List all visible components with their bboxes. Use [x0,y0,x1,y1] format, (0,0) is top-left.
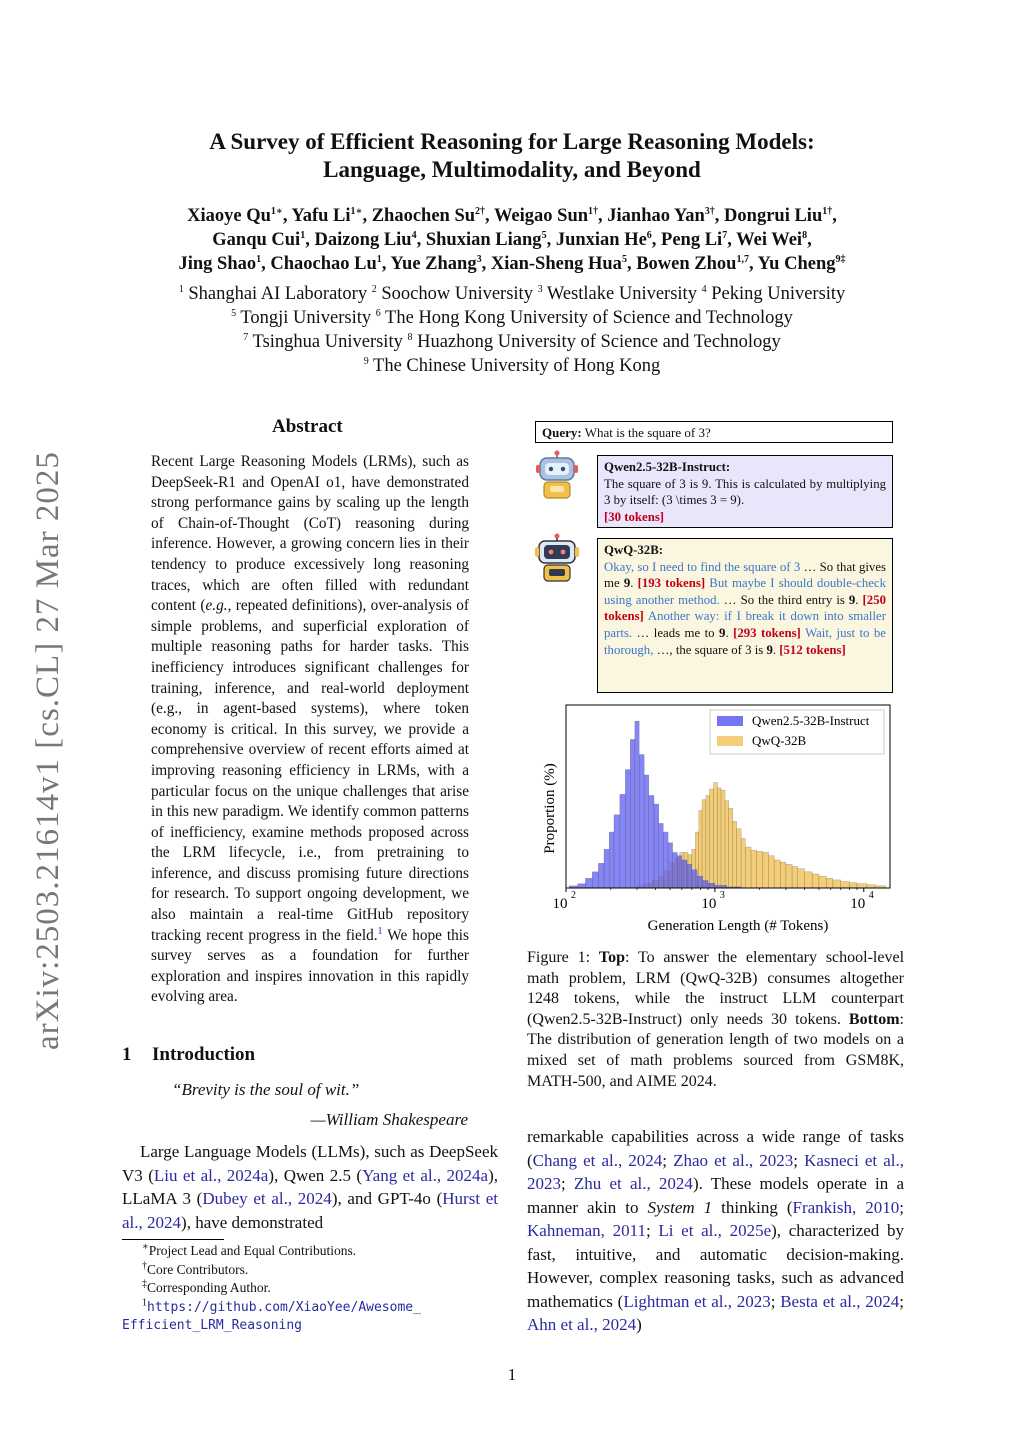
affiliation-line [100,282,924,306]
histogram-bar [756,851,762,888]
reasoning-punct: . [855,592,863,607]
y-axis-label: Proportion (%) [542,763,558,854]
text-run: ), Qwen 2.5 ( [268,1165,363,1185]
histogram-bar [668,843,673,888]
footnote-text: Corresponding Author. [147,1280,271,1295]
histogram-bar [620,794,625,888]
author-name: Junxian He [555,230,647,250]
reasoning-phrase: Another way: if I break it down into smaller parts. [604,609,886,640]
histogram-bar [609,832,614,888]
author-name: Shuxian Liang [425,230,542,250]
text-run: ; [899,1197,904,1217]
histogram-bar [659,823,663,888]
histogram-bar [663,832,668,888]
citation-link[interactable]: Kahneman, 2011 [527,1221,646,1240]
figure-caption [527,948,904,1092]
qwq-token-count: [193 tokens] [637,576,706,591]
author-name: Weigao Sun [493,206,589,226]
author-name: Jianhao Yan [607,206,705,226]
x-tick-exponent: 4 [868,890,874,901]
text-run: ; [899,1291,904,1311]
histogram-bar [725,801,729,888]
author-affiliation-mark: 7 [722,229,728,241]
citation-link[interactable]: Kasneci et al., 2023 [527,1150,904,1193]
legend-label: Qwen2.5-32B-Instruct [752,713,870,728]
author-affiliation-mark: 1 [376,253,382,265]
citation-link[interactable]: Dubey et al., 2024 [202,1189,332,1208]
histogram-bar [635,721,639,888]
abstract-heading: Abstract [272,416,343,437]
text-run: Large Language Models (LLMs), such as DeepSeek V3 ( [122,1142,498,1185]
affiliation-name: Tongji University [236,308,376,328]
histogram-bar [751,850,756,888]
citation-link[interactable]: Besta et al., 2024 [780,1291,900,1311]
histogram-bar [677,856,681,888]
histogram-bar [697,876,703,888]
histogram-bar [792,866,798,888]
histogram-bar [774,860,780,888]
footnote-text: Project Lead and Equal Contributions. [148,1243,357,1258]
text-run: ) [636,1315,642,1334]
query-box [535,421,893,443]
footnote [122,1242,502,1261]
histogram-bar [592,872,598,888]
affiliation-number: 1 [178,283,184,295]
histogram-bar [630,739,635,888]
footnote-mark: ‡ [142,1278,147,1290]
author-name: Xiaoye Qu [187,206,271,226]
histogram-bar [578,884,586,888]
text-run: ; [793,1150,805,1170]
affiliation-name: Soochow University [376,284,538,304]
author-name: Yafu Li [291,206,351,226]
abstract-text: Recent Large Reasoning Models (LRMs), such as DeepSeek-R1 and OpenAI o1, have demonstrated strong performance gains by scaling up the length of Chain-of-Thought (CoT) reasoning during inference. However, a growing concern lies in their tendency to produce excessively long reasoning traces, which are often filled with redundant content ( [151,453,469,615]
histogram-bar [585,878,592,888]
affiliation-name: Tsinghua University [248,332,408,352]
citation-link[interactable]: Frankish, 2010 [792,1197,900,1217]
text-run: ; [770,1291,781,1311]
author-affiliation-mark: 1 [256,253,262,265]
affiliation-name: Peking University [706,284,846,304]
author-name: Wei Wei [736,230,803,250]
author-name: Bowen Zhou [636,254,737,274]
histogram-bar [649,795,654,888]
histogram-bar [733,821,737,888]
histogram-bar [604,849,609,888]
reasoning-punct: . [772,642,780,657]
x-tick-exponent: 2 [571,890,576,901]
author-affiliation-mark: 1,7 [736,253,749,265]
text-run: ), characterized by fast, intuitive, and automatic decision-making. However, complex reasoning tasks, such as advanced mathematics ( [527,1221,904,1311]
author-name: Yu Cheng [757,254,836,274]
text-run: thinking ( [712,1197,793,1217]
x-tick-label: 10 [850,896,866,912]
footnote-url-line-1[interactable]: https://github.com/XiaoYee/Awesome_ [147,1299,421,1315]
affiliation-number: 9 [363,355,369,367]
author-name: Yue Zhang [390,254,477,274]
legend-swatch [717,736,743,746]
affiliation-number: 4 [701,283,707,295]
x-tick-label: 10 [552,896,568,912]
author-affiliation-mark: 6 [646,229,652,241]
author-affiliation-mark: 3 [476,253,482,265]
histogram-bar [833,880,841,888]
query-label: Query: [542,425,582,440]
histogram-bar [729,808,733,888]
author-name: Chaochao Lu [270,254,377,274]
qwq-segments [604,559,886,659]
affiliation-number: 3 [537,283,543,295]
histogram-bar [708,883,715,888]
model-name-qwen: Qwen2.5-32B-Instruct: [604,460,731,474]
reasoning-phrase: But maybe I should double-check using another method. [604,576,886,607]
affiliation-line [100,306,924,330]
footnote-mark: 1 [142,1297,147,1308]
text-run: ), and GPT-4o ( [331,1189,443,1208]
affiliation-number: 5 [231,307,237,319]
qwen-response-text: The square of 3 is 9. This is calculated by multiplying 3 by itself: (3 \times 3 = 9). [604,476,886,508]
x-tick-exponent: 3 [719,890,725,901]
qwq-token-count: [293 tokens] [733,625,801,640]
reasoning-text: … So that gives me [604,559,886,591]
affiliation-number: 6 [375,307,381,319]
histogram-bar [737,829,741,888]
citation-link[interactable]: Li et al., 2025e [658,1221,772,1240]
reasoning-phrase: Okay, so I need to find the square of 3 [604,559,801,574]
author-affiliation-mark: 1∗ [350,205,363,217]
section-heading-introduction [122,1044,255,1066]
author-affiliation-mark: 5 [541,229,547,241]
footnote-url [122,1298,502,1318]
histogram-bar [687,864,692,888]
author-affiliation-mark: 1∗ [270,205,283,217]
citation-link[interactable]: Lightman et al., 2023 [623,1291,771,1311]
epigraph-author: —William Shakespeare [310,1110,468,1129]
footnote-ref[interactable]: 1 [377,925,383,937]
legend-label: QwQ-32B [752,733,807,748]
histogram-bar [692,870,697,888]
qwq-response-box [597,538,893,693]
caption-bottom-text: : The distribution of generation length of two models on a mixed set of math problems sourced from GSM8K, MATH-500, and AIME 2024. [527,1010,904,1090]
section-number: 1 [122,1044,132,1065]
citation-link[interactable]: Liu et al., 2024a [153,1165,269,1185]
histogram-bar [625,770,630,888]
abstract-eg: e.g. [205,597,228,615]
section-title: Introduction [152,1044,256,1065]
reasoning-answer: 9 [766,642,773,657]
citation-link[interactable]: Zhu et al., 2024 [573,1174,693,1193]
qwen-response-box [597,455,893,528]
histogram-bar [763,852,769,888]
citation-link[interactable]: Yang et al., 2024a [362,1165,489,1185]
text-run: ), LLaMA 3 ( [122,1165,498,1208]
author-list: Xiaoye $Qu^{1∗}$, Yafu $Li^{1∗}$, Zhaochen $Su^{2\dagger}$, Weigao Sun$^{1\dagger}$, Jianhao Yan$^{3\dagger}$, Dongrui Liu$^{1\dagger}$, Ganqu Cui$^1$, Daizong Liu$^4$, Shuxian Liang$^5$, Junxian He$^6$, Peng Li$^7$, Wei Wei$^8$, Jing Shao$^1$, Chaochao Lu$^1$, Yue Zhang$^3$, Xian-Sheng Hua$^5$, Bowen Zhou$^{1,7}$, Yu Cheng$^{9\ddagger}$ [178,205,846,274]
histogram-bar [849,883,857,888]
affiliation-list [100,282,924,378]
footnote-url-line-2[interactable]: Efficient_LRM_Reasoning [122,1318,303,1333]
author-name: Ganqu Cui [212,230,301,250]
author-name: Peng Li [661,230,723,250]
histogram-bar [714,783,718,888]
histogram-bar [709,789,713,888]
page-number: 1 [507,1365,517,1384]
robot-icon [534,450,580,500]
arxiv-identifier: arXiv:2503.21614v1 [cs.CL] 27 Mar 2025 [30,451,66,1050]
histogram-svg [528,700,908,940]
citation-link[interactable]: Zhao et al., 2023 [673,1150,794,1170]
title-line-1: A Survey of Efficient Reasoning for Large Reasoning Models: [209,129,815,154]
affiliation-number: 2 [371,283,377,295]
reasoning-text: … So the third entry is [719,592,849,607]
footnote-mark: ∗ [142,1241,149,1253]
citation-link[interactable]: Ahn et al., 2024 [527,1315,637,1334]
caption-label: Figure 1: [527,949,591,966]
histogram-bar [706,795,710,888]
author-affiliation-mark: 5 [621,253,627,265]
reasoning-punct: . [630,576,638,591]
author-affiliation-mark: 9‡ [835,253,846,265]
paper-title [100,128,924,184]
histogram-bar [721,790,725,888]
histogram-bar [786,864,792,888]
abstract-body [151,452,469,1008]
histogram-bar [812,874,819,888]
footnote [122,1261,502,1280]
histogram-bar [841,882,850,888]
author-affiliation-mark: 1† [588,205,599,217]
citation-link[interactable]: Chang et al., 2024 [532,1150,663,1170]
text-run: ), have demonstrated [181,1212,324,1232]
author-affiliation-mark: 3† [704,205,715,217]
abstract-text-cont: , repeated definitions), over-analysis of simple problems, and superficial exploration of multiple reasoning paths for harder tasks. This inefficiency introduces significant challenges for training, inference, and real-world deployment (e.g., in agent-based systems), where token economy is critical. In this survey, we provide a comprehensive overview of recent efforts aimed at improving reasoning efficiency in LRMs, with a particular focus on the unique challenges that arise in this new paradigm. We identify common patterns of inefficiency, examine methods proposed across the LRM lifecycle, i.e., from pretraining to inference, and discuss promising future directions for research. To support ongoing development, we also maintain a real-time GitHub repository tracking recent progress in the field. [151,597,469,944]
histogram-bar [673,852,678,888]
abstract-text-end: We hope this survey serves as a foundation for further exploration and inspires innovation in this rapidly evolving area. [151,926,469,1006]
author-name: Xian-Sheng Hua [490,254,622,274]
histogram-bar [798,869,805,888]
reasoning-phrase: Wait, just to be thorough, [604,625,886,657]
author-affiliation-mark: 8 [802,229,808,241]
footnote-mark: † [142,1260,147,1271]
affiliation-name: Huazhong University of Science and Technology [412,332,781,352]
text-run: ; [645,1221,659,1240]
histogram-bar [780,862,786,888]
affiliation-name: The Hong Kong University of Science and Technology [380,308,793,328]
affiliation-line [100,330,924,354]
x-axis-label: Generation Length (# Tokens) [647,918,829,934]
affiliation-line [100,354,924,378]
footnote-text: Core Contributors. [147,1261,249,1277]
affiliation-name: Westlake University [542,284,702,304]
histogram-bar [857,884,867,888]
reasoning-punct: . [725,625,734,640]
epigraph-quote: “Brevity is the soul of wit.” [172,1080,360,1099]
affiliation-name: The Chinese University of Hong Kong [368,356,661,376]
affiliation-number: 7 [243,331,249,343]
qwen-token-count: [30 tokens] [604,509,665,524]
caption-bottom: Bottom [848,1010,900,1028]
generation-length-histogram [528,700,908,940]
text-run: ; [662,1150,674,1170]
histogram-bar [682,860,687,888]
author-name: Dongrui Liu [724,206,823,226]
histogram-bar [745,847,751,888]
reasoning-text: … leads me to [632,625,720,640]
caption-top: Top [598,949,625,966]
title-line-2: Language, Multimodality, and Beyond [323,157,701,182]
caption-top-text: : To answer the elementary school-level math problem, LRM (QwQ-32B) consumes altogether 1248 tokens, while the instruct LLM counterpart (Qwen2.5-32B-Instruct) only needs 30 tokens. [527,949,905,1028]
text-run: remarkable capabilities across a wide range of tasks ( [527,1127,904,1170]
author-name: Daizong Liu [314,230,412,250]
histogram-bar [769,856,774,888]
histogram-bar [702,800,706,888]
histogram-bar [654,804,659,888]
histogram-bar [614,815,620,888]
robot-icon [534,533,580,583]
histogram-bar [826,878,833,888]
footnotes [122,1242,502,1336]
footnote-rule [122,1239,224,1240]
text-run: ). These models operate in a manner akin to [527,1174,905,1217]
citation-link[interactable]: Hurst et al., 2024 [122,1189,499,1232]
histogram-bar [639,755,644,888]
author-affiliation-mark: 1 [300,229,306,241]
legend-swatch [717,716,743,726]
query-text: What is the square of 3? [581,425,711,440]
histogram-bar [819,876,826,888]
author-affiliation-mark: 2† [475,205,486,217]
histogram-bar [805,872,813,888]
histogram-bar [717,788,721,888]
author-affiliation-mark: 1† [822,205,833,217]
reasoning-text: …, the square of 3 is [653,642,767,657]
intro-paragraph-right [527,1125,904,1337]
qwq-token-count: [250 tokens] [604,592,886,624]
affiliation-number: 8 [407,331,413,343]
reasoning-answer: 9 [719,625,726,640]
author-affiliation-mark: 4 [411,229,417,241]
reasoning-answer: 9 [623,576,631,591]
text-run: ; [561,1174,574,1193]
intro-paragraph-left [122,1140,498,1234]
emphasis: System 1 [647,1197,713,1217]
histogram-bar [598,863,604,888]
histogram-bar [644,775,649,888]
reasoning-answer: 9 [848,592,856,607]
footnote [122,1279,502,1298]
x-tick-label: 10 [701,896,717,912]
model-name-qwq: QwQ-32B: [604,543,664,557]
affiliation-name: Shanghai AI Laboratory [183,284,372,304]
author-name: Jing Shao [178,254,257,274]
histogram-bar [741,838,745,888]
qwq-token-count: [512 tokens] [779,642,846,657]
histogram-bar [703,880,708,888]
author-name: Zhaochen Su [371,206,476,226]
